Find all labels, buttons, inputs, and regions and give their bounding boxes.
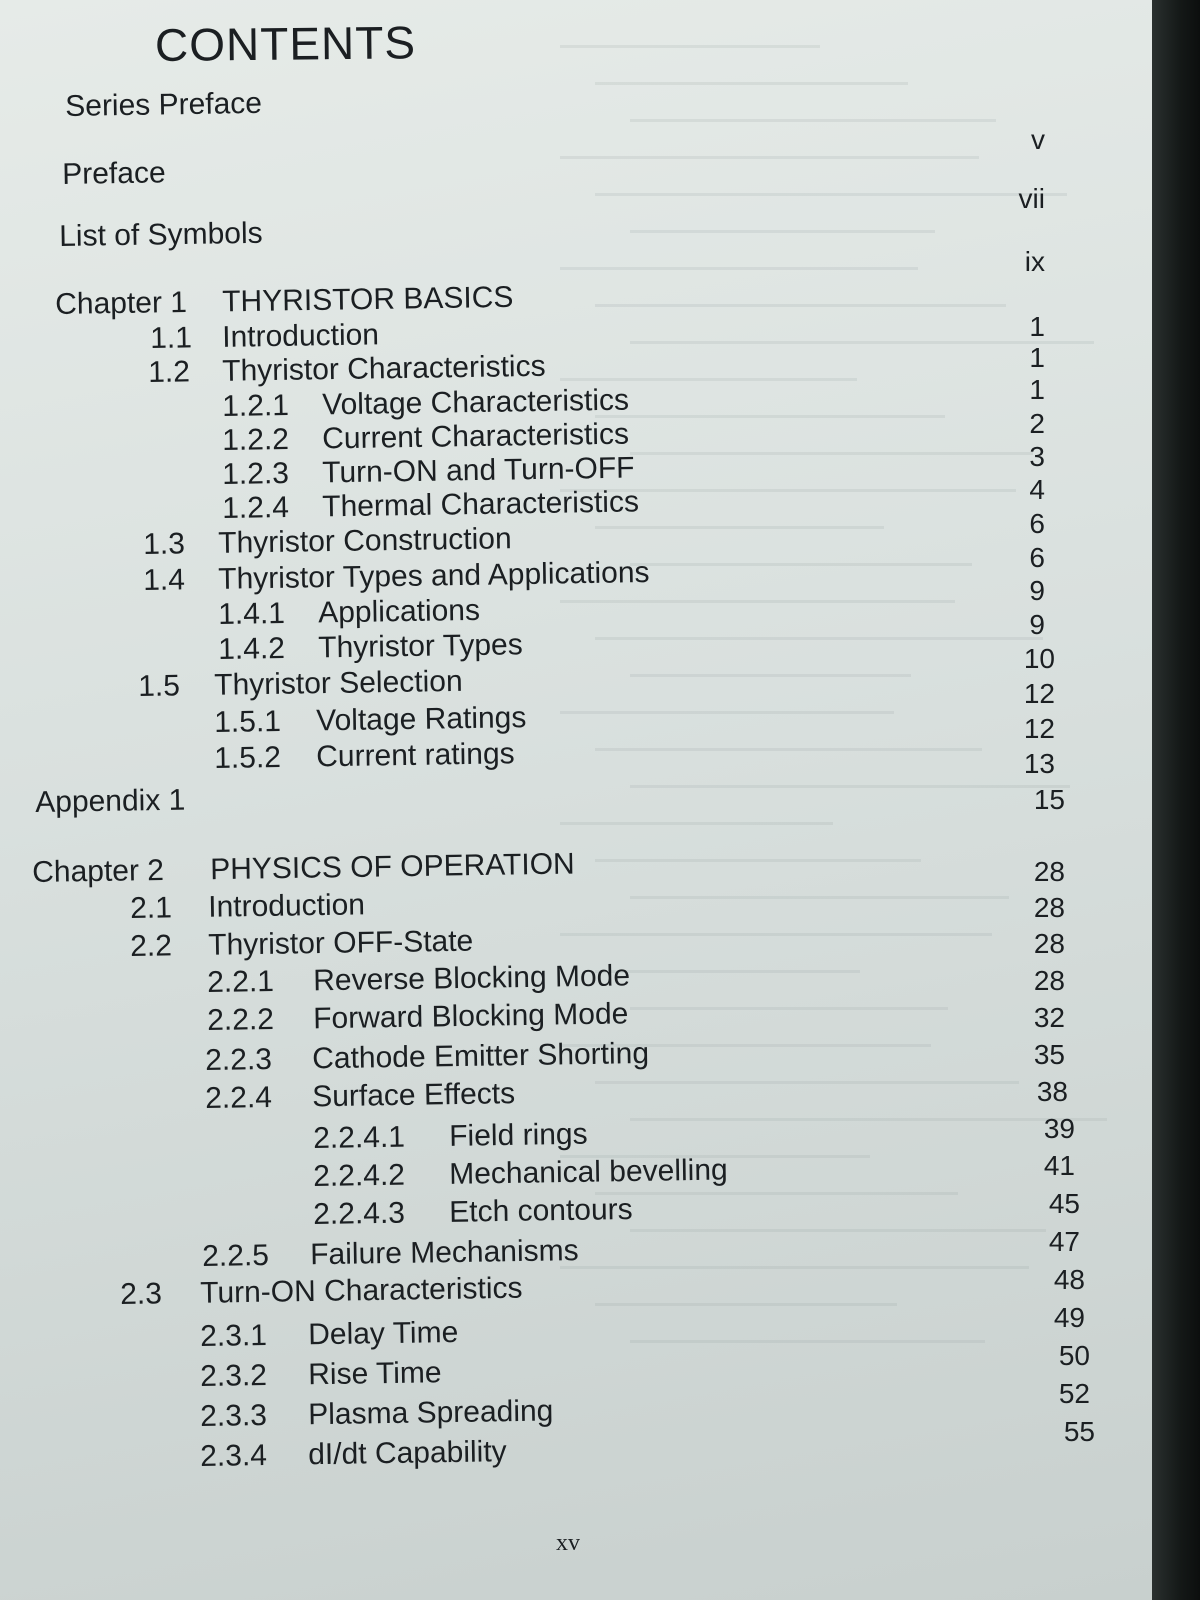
- toc-entry-number: Chapter 1: [54, 285, 188, 321]
- toc-page-number: 49: [1053, 1302, 1085, 1333]
- toc-page-number: 45: [1048, 1188, 1080, 1219]
- bleed-through-mark: [595, 415, 945, 418]
- bleed-through-mark: [595, 970, 860, 973]
- toc-entry-title: Thyristor OFF-State: [207, 924, 474, 962]
- bleed-through-mark: [630, 896, 1009, 899]
- toc-entry-number: 2.1: [129, 891, 173, 925]
- toc-entry-number: 2.2.4: [204, 1080, 273, 1115]
- toc-page-number: 52: [1058, 1378, 1090, 1409]
- bleed-through-mark: [630, 230, 935, 233]
- toc-page-number: 1: [1029, 342, 1045, 373]
- toc-entry-number: 2.3.4: [199, 1438, 268, 1473]
- toc-entry-number: 1.4.2: [217, 631, 286, 666]
- toc-entry-number: 2.2: [129, 929, 173, 963]
- toc-entry-number: 2.2.2: [206, 1002, 275, 1037]
- toc-entry-title: Etch contours: [448, 1192, 633, 1229]
- toc-entry-title: Thyristor Types and Applications: [217, 556, 650, 596]
- bleed-through-mark: [595, 82, 908, 85]
- bleed-through-mark: [560, 1266, 1029, 1269]
- toc-entry-title: Delay Time: [307, 1315, 459, 1352]
- toc-entry-number: 2.2.4.1: [312, 1120, 406, 1155]
- toc-entry-title: Current ratings: [315, 737, 515, 774]
- bleed-through-mark: [630, 1007, 948, 1010]
- bleed-through-mark: [630, 1340, 985, 1343]
- toc-entry-number: 1.5.1: [213, 704, 282, 739]
- toc-entry-number: Chapter 2: [31, 853, 165, 889]
- toc-entry-title: Voltage Ratings: [315, 701, 527, 738]
- toc-entry-title: Plasma Spreading: [307, 1394, 554, 1432]
- bleed-through-mark: [630, 1229, 1046, 1232]
- toc-page-number: 48: [1053, 1264, 1085, 1295]
- toc-page-number: 3: [1029, 441, 1045, 472]
- toc-page-number: 55: [1063, 1416, 1095, 1447]
- toc-entry-title: Surface Effects: [311, 1077, 516, 1114]
- toc-entry-title: Rise Time: [307, 1356, 442, 1392]
- toc-page-number: 10: [1023, 643, 1055, 674]
- toc-entry-title: Voltage Characteristics: [321, 383, 630, 422]
- toc-page-number: 2: [1029, 408, 1045, 439]
- toc-entry-number: 1.2: [147, 355, 191, 389]
- toc-entry-title: Current Characteristics: [321, 417, 630, 456]
- toc-entry-number: 1.2.3: [221, 456, 290, 491]
- book-gutter-shadow: [1152, 0, 1200, 1600]
- toc-page-number: 6: [1029, 508, 1045, 539]
- toc-page-number: 41: [1043, 1150, 1075, 1181]
- toc-page-number: 12: [1023, 678, 1055, 709]
- toc-page-number: 1: [1029, 311, 1045, 342]
- toc-entry-title: Turn-ON Characteristics: [199, 1271, 523, 1310]
- toc-entry-title: Reverse Blocking Mode: [312, 959, 631, 998]
- toc-page-number: 13: [1023, 748, 1055, 779]
- bleed-through-mark: [595, 1192, 958, 1195]
- toc-entry-number: 1.4: [142, 563, 186, 597]
- bleed-through-mark: [595, 1303, 897, 1306]
- toc-entry-number: 1.1: [149, 321, 193, 355]
- bleed-through-mark: [560, 378, 857, 381]
- bleed-through-mark: [595, 304, 1006, 307]
- toc-entry-title: Field rings: [448, 1117, 588, 1153]
- toc-entry-title: Preface: [61, 156, 166, 191]
- toc-entry-title: Cathode Emitter Shorting: [311, 1037, 650, 1076]
- toc-entry-number: 2.3: [119, 1277, 163, 1311]
- toc-entry-number: 2.2.3: [204, 1042, 273, 1077]
- toc-entry-number: 2.2.5: [201, 1238, 270, 1273]
- toc-entry-title: Failure Mechanisms: [309, 1234, 579, 1272]
- toc-entry-number: 2.3.2: [199, 1358, 268, 1393]
- toc-page-number: 28: [1033, 892, 1065, 923]
- toc-entry-title: Thyristor Construction: [217, 522, 512, 560]
- toc-entry-title: Series Preface: [64, 86, 263, 123]
- toc-entry-number: 1.4.1: [217, 596, 286, 631]
- bleed-through-mark: [630, 119, 996, 122]
- toc-page-number: 50: [1058, 1340, 1090, 1371]
- toc-page-number: 6: [1029, 542, 1045, 573]
- toc-entry-number: 1.5.2: [213, 740, 282, 775]
- toc-page-number: 9: [1029, 609, 1045, 640]
- bleed-through-mark: [560, 600, 955, 603]
- page-folio: xv: [556, 1530, 580, 1556]
- toc-page-number: 28: [1033, 965, 1065, 996]
- toc-entry-number: 1.2.2: [221, 422, 290, 457]
- toc-page-number: 39: [1043, 1113, 1075, 1144]
- toc-entry-number: 2.2.4.3: [312, 1196, 406, 1231]
- toc-page-number: 12: [1023, 713, 1055, 744]
- toc-page-number: 9: [1029, 575, 1045, 606]
- bleed-through-mark: [560, 45, 820, 48]
- toc-entry-title: Introduction: [207, 888, 366, 924]
- toc-page-number: vii: [1018, 183, 1045, 214]
- toc-entry-number: 1.3: [142, 527, 186, 561]
- toc-page-number: ix: [1024, 246, 1045, 277]
- toc-page-number: 28: [1033, 856, 1065, 887]
- bleed-through-mark: [595, 1081, 1019, 1084]
- toc-entry-title: dI/dt Capability: [307, 1435, 507, 1472]
- toc-page-number: 47: [1048, 1226, 1080, 1257]
- toc-page-number: 28: [1033, 928, 1065, 959]
- toc-entry-title: Forward Blocking Mode: [312, 997, 629, 1036]
- bleed-through-mark: [560, 822, 833, 825]
- toc-entry-title: List of Symbols: [58, 216, 263, 253]
- toc-entry-title: Thyristor Selection: [213, 664, 463, 702]
- toc-page-number: 38: [1036, 1076, 1068, 1107]
- toc-entry-title: Thyristor Characteristics: [221, 349, 546, 388]
- toc-entry-title: THYRISTOR BASICS: [221, 280, 514, 319]
- toc-entry-number: 2.2.4.2: [312, 1158, 406, 1193]
- toc-page-number: 15: [1033, 784, 1065, 815]
- bleed-through-mark: [595, 748, 982, 751]
- bleed-through-mark: [595, 859, 921, 862]
- toc-entry-title: PHYSICS OF OPERATION: [209, 847, 575, 887]
- toc-entry-number: 1.2.4: [221, 490, 290, 525]
- toc-entry-title: Turn-ON and Turn-OFF: [321, 451, 635, 490]
- toc-entry-title: Appendix 1: [34, 783, 186, 819]
- toc-page-number: 35: [1033, 1039, 1065, 1070]
- bleed-through-mark: [560, 156, 979, 159]
- toc-entry-title: Applications: [317, 593, 481, 630]
- bleed-through-mark: [630, 674, 911, 677]
- bleed-through-mark: [560, 267, 918, 270]
- toc-entry-title: Thyristor Types: [317, 628, 523, 665]
- toc-entry-title: Thermal Characteristics: [321, 485, 640, 524]
- bleed-through-mark: [560, 933, 992, 936]
- toc-entry-number: 2.3.3: [199, 1398, 268, 1433]
- toc-page-number: v: [1031, 124, 1045, 155]
- toc-entry-number: 1.2.1: [221, 388, 290, 423]
- toc-entry-number: 1.5: [137, 669, 181, 703]
- toc-entry-title: Mechanical bevelling: [448, 1153, 728, 1191]
- toc-page-number: 1: [1029, 374, 1045, 405]
- toc-entry-number: 2.2.1: [206, 964, 275, 999]
- toc-page-number: 32: [1033, 1002, 1065, 1033]
- page-title: CONTENTS: [154, 16, 417, 71]
- bleed-through-mark: [595, 526, 884, 529]
- toc-page-number: 4: [1029, 474, 1045, 505]
- toc-entry-number: 2.3.1: [199, 1318, 268, 1353]
- toc-entry-title: Introduction: [221, 318, 380, 354]
- bleed-through-mark: [630, 563, 972, 566]
- bleed-through-mark: [560, 711, 894, 714]
